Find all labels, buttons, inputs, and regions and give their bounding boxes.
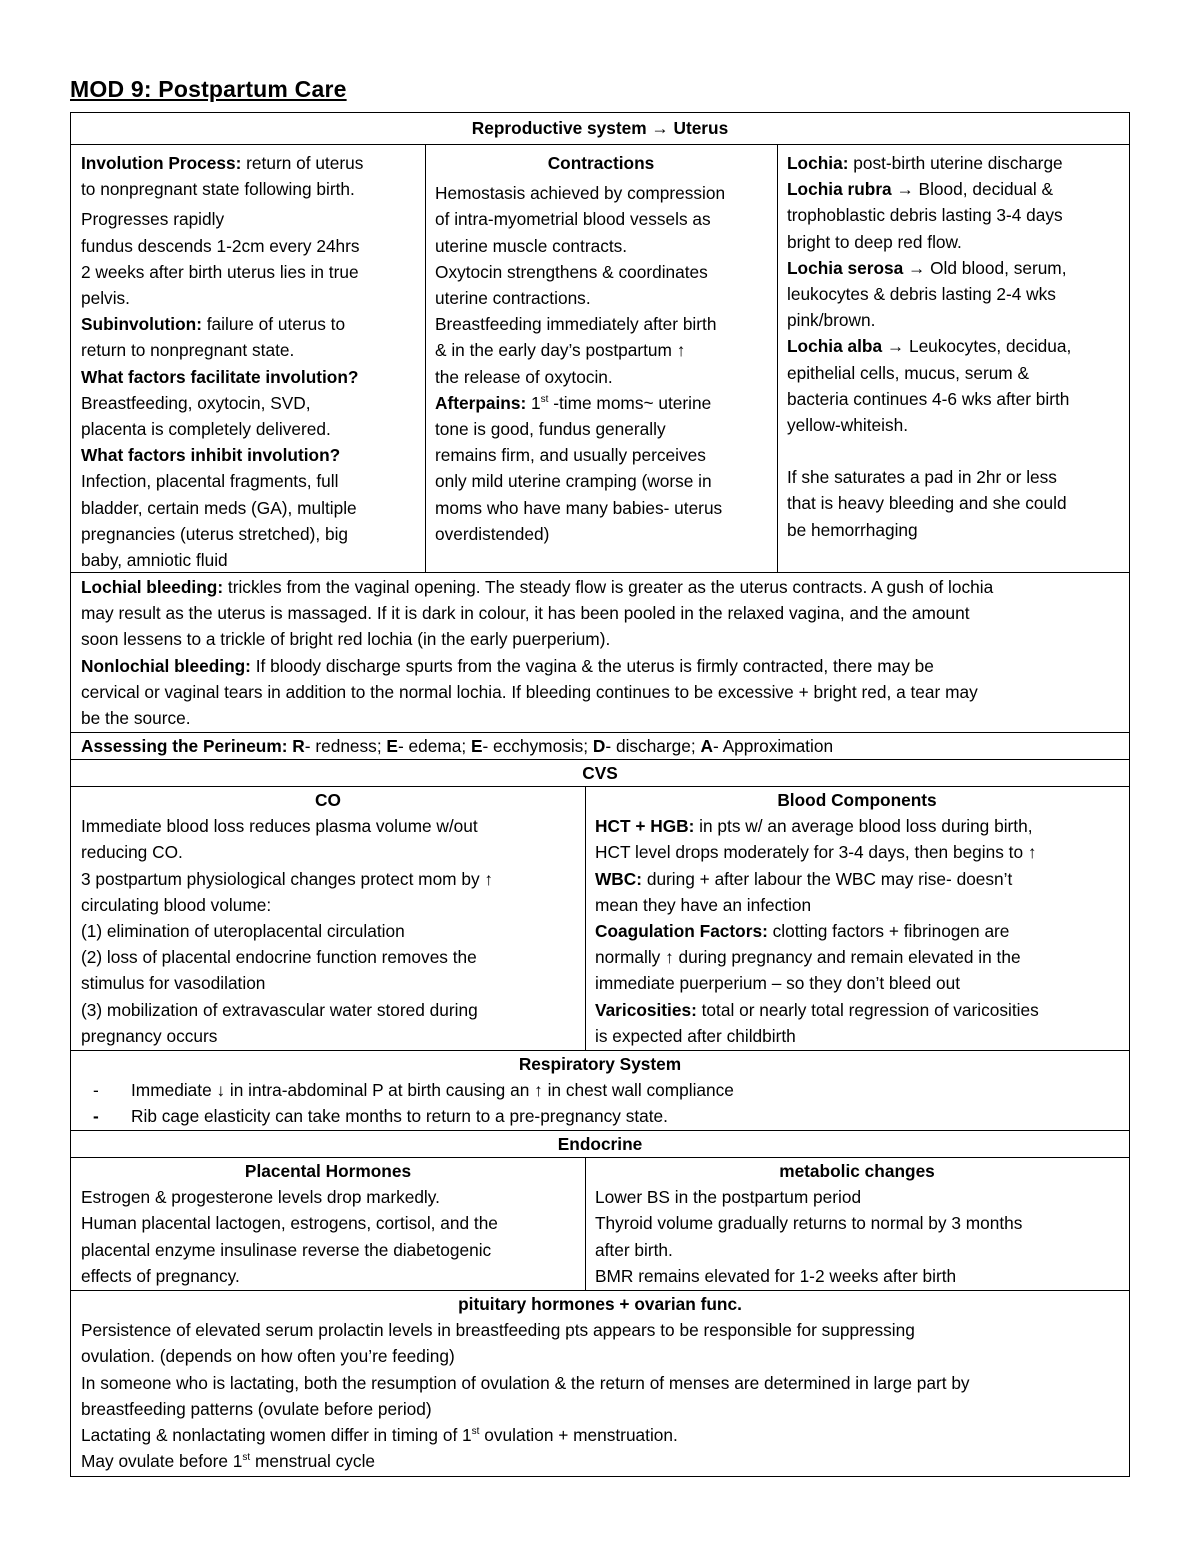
contractions-line: uterine contractions. <box>435 288 591 309</box>
afterpains-text: -time moms~ uterine <box>548 392 712 413</box>
contractions-line: overdistended) <box>435 523 550 544</box>
cvs-header: CVS <box>582 763 618 783</box>
lochia-serosa-label: Lochia serosa → <box>787 257 926 278</box>
placental-hormones-cell <box>71 1158 585 1290</box>
contractions-line: tone is good, fundus generally <box>435 419 666 440</box>
respiratory-item-text: Immediate ↓ in intra-abdominal P at birth causing an ↑ in chest wall compliance <box>131 1080 734 1101</box>
subinvolution-text: failure of uterus to <box>201 314 346 335</box>
contractions-line: Breastfeeding immediately after birth <box>435 314 717 335</box>
bullet: - <box>93 1106 99 1127</box>
lochia-line: If she saturates a pad in 2hr or less <box>787 467 1057 488</box>
bleeding-line: soon lessens to a trickle of bright red lochia (in the early puerperium). <box>81 629 611 650</box>
lochia-line: bright to deep red flow. <box>787 231 962 252</box>
lochia-line: epithelial cells, mucus, serum & <box>787 362 1030 383</box>
co-line: (2) loss of placental endocrine function removes the <box>81 947 477 968</box>
coagulation-label: Coagulation Factors: <box>595 921 768 942</box>
perineum-r-text: - redness; <box>304 736 387 756</box>
blood-components-cell <box>585 787 1129 1050</box>
contractions-cell <box>425 145 777 572</box>
pituitary-header: pituitary hormones + ovarian func. <box>458 1294 742 1314</box>
pituitary-l5-pre: Lactating & nonlactating women differ in timing of 1 <box>81 1425 472 1446</box>
co-header: CO <box>315 790 341 810</box>
blood-line: mean they have an infection <box>595 894 812 915</box>
perineum-e2-text: - ecchymosis; <box>482 736 593 756</box>
lochia-line: pink/brown. <box>787 310 876 331</box>
metabolic-line: BMR remains elevated for 1-2 weeks after birth <box>595 1265 957 1286</box>
nonlochial-bleeding-label: Nonlochial bleeding: <box>81 655 251 676</box>
involution-line: baby, amniotic fluid <box>81 550 228 571</box>
lochia-line: that is heavy bleeding and she could <box>787 493 1067 514</box>
lochia-serosa-text: Old blood, serum, <box>925 257 1067 278</box>
varicosities-label: Varicosities: <box>595 999 697 1020</box>
lochia-cell <box>777 145 1129 572</box>
co-line: stimulus for vasodilation <box>81 973 266 994</box>
perineum-d-text: - discharge; <box>605 736 701 756</box>
lochia-line: yellow-whiteish. <box>787 415 909 436</box>
contractions-header: Contractions <box>547 153 655 173</box>
co-cell <box>71 787 585 1050</box>
co-line: pregnancy occurs <box>81 1025 218 1046</box>
perineum-row <box>70 732 1130 759</box>
placental-line: Human placental lactogen, estrogens, cortisol, and the <box>81 1213 498 1234</box>
afterpains-num: 1 <box>526 392 541 413</box>
contractions-line: uterine muscle contracts. <box>435 235 628 256</box>
contractions-line: remains firm, and usually perceives <box>435 445 706 466</box>
blood-components-header: Blood Components <box>777 790 937 810</box>
placental-line: effects of pregnancy. <box>81 1265 240 1286</box>
lochial-bleeding-label: Lochial bleeding: <box>81 577 224 597</box>
perineum-e1: E <box>386 736 398 756</box>
perineum-e2: E <box>470 736 483 756</box>
bleeding-line: be the source. <box>81 708 191 729</box>
involution-line: return to nonpregnant state. <box>81 340 295 361</box>
facilitate-question: What factors facilitate involution? <box>81 366 359 387</box>
pituitary-l5-sup: st <box>471 1426 480 1438</box>
blood-line: HCT level drops moderately for 3-4 days, then begins to ↑ <box>595 842 1037 863</box>
co-line: (3) mobilization of extravascular water stored during <box>81 999 478 1020</box>
involution-label: Involution Process: <box>81 153 242 173</box>
involution-line: to nonpregnant state following birth. <box>81 179 355 200</box>
blood-line: is expected after childbirth <box>595 1025 796 1046</box>
cvs-columns-row <box>70 786 1130 1050</box>
lochia-line: leukocytes & debris lasting 2-4 wks <box>787 284 1056 305</box>
blood-line: immediate puerperium – so they don’t bleed out <box>595 973 961 994</box>
endocrine-header-row <box>70 1130 1130 1157</box>
lochia-alba-text: Leukocytes, decidua, <box>904 336 1072 357</box>
hct-text: in pts w/ an average blood loss during birth, <box>694 816 1033 837</box>
placental-line: placental enzyme insulinase reverse the diabetogenic <box>81 1239 492 1260</box>
contractions-line: the release of oxytocin. <box>435 366 613 387</box>
involution-line: Infection, placental fragments, full <box>81 471 339 492</box>
cvs-header-row <box>70 759 1130 786</box>
metabolic-line: after birth. <box>595 1239 673 1260</box>
pituitary-line: breastfeeding patterns (ovulate before period) <box>81 1398 432 1419</box>
pituitary-line: In someone who is lactating, both the resumption of ovulation & the return of menses are determined in large part by <box>81 1372 970 1393</box>
endocrine-columns-row <box>70 1157 1130 1290</box>
page-title: MOD 9: Postpartum Care <box>70 76 347 102</box>
metabolic-changes-cell <box>585 1158 1129 1290</box>
involution-cell <box>71 145 425 572</box>
co-line: circulating blood volume: <box>81 894 272 915</box>
blood-line: normally ↑ during pregnancy and remain elevated in the <box>595 947 1021 968</box>
bleeding-line: cervical or vaginal tears in addition to the normal lochia. If bleeding continues to be excessive + bright red, a tear may <box>81 681 978 702</box>
lochial-bleeding-text: trickles from the vaginal opening. The steady flow is greater as the uterus contracts. A gush of lochia <box>223 577 994 597</box>
involution-line: Progresses rapidly <box>81 209 225 230</box>
pituitary-l6-sup: st <box>242 1452 251 1464</box>
involution-line: Breastfeeding, oxytocin, SVD, <box>81 392 311 413</box>
subinvolution-label: Subinvolution: <box>81 314 202 335</box>
placental-line: Estrogen & progesterone levels drop markedly. <box>81 1187 440 1208</box>
lochia-alba-label: Lochia alba → <box>787 336 905 357</box>
pituitary-row <box>70 1290 1130 1476</box>
afterpains-sup: st <box>540 394 549 406</box>
involution-line: placenta is completely delivered. <box>81 419 331 440</box>
lochia-line: trophoblastic debris lasting 3-4 days <box>787 205 1063 226</box>
afterpains-label: Afterpains: <box>435 392 527 413</box>
respiratory-item <box>71 1103 1129 1129</box>
inhibit-question: What factors inhibit involution? <box>81 445 341 466</box>
lochia-line: be hemorrhaging <box>787 519 918 540</box>
contractions-line: moms who have many babies- uterus <box>435 497 723 518</box>
pituitary-l6-text: menstrual cycle <box>250 1451 376 1472</box>
involution-line: bladder, certain meds (GA), multiple <box>81 497 357 518</box>
contractions-line: Oxytocin strengthens & coordinates <box>435 261 708 282</box>
lochia-rubra-text: Blood, decidual & <box>913 179 1054 200</box>
lochia-line: bacteria continues 4-6 wks after birth <box>787 388 1070 409</box>
contractions-line: of intra-myometrial blood vessels as <box>435 209 711 230</box>
involution-line: fundus descends 1-2cm every 24hrs <box>81 235 360 256</box>
contractions-line: & in the early day’s postpartum ↑ <box>435 340 686 361</box>
placental-hormones-header: Placental Hormones <box>244 1161 412 1181</box>
metabolic-line: Thyroid volume gradually returns to normal by 3 months <box>595 1213 1023 1234</box>
involution-line: pelvis. <box>81 288 130 309</box>
co-line: Immediate blood loss reduces plasma volume w/out <box>81 816 478 837</box>
hct-label: HCT + HGB: <box>595 816 695 837</box>
reproductive-header-row <box>70 112 1130 144</box>
table-bottom-border <box>70 1476 1130 1477</box>
wbc-text: during + after labour the WBC may rise- doesn’t <box>642 868 1013 889</box>
co-line: (1) elimination of uteroplacental circulation <box>81 921 405 942</box>
involution-line: 2 weeks after birth uterus lies in true <box>81 261 359 282</box>
coagulation-text: clotting factors + fibrinogen are <box>767 921 1010 942</box>
contractions-line: only mild uterine cramping (worse in <box>435 471 712 492</box>
involution-line: pregnancies (uterus stretched), big <box>81 523 349 544</box>
bullet: - <box>93 1080 99 1101</box>
endocrine-header: Endocrine <box>557 1134 643 1154</box>
respiratory-header: Respiratory System <box>518 1054 682 1074</box>
pituitary-line: ovulation. (depends on how often you’re feeding) <box>81 1346 455 1367</box>
co-line: reducing CO. <box>81 842 183 863</box>
respiratory-item <box>71 1077 1129 1103</box>
respiratory-item-text: Rib cage elasticity can take months to return to a pre-pregnancy state. <box>131 1106 668 1127</box>
perineum-d: D <box>592 736 606 756</box>
contractions-line: Hemostasis achieved by compression <box>435 183 726 204</box>
lochia-label: Lochia: <box>787 153 849 173</box>
metabolic-changes-header: metabolic changes <box>779 1161 935 1181</box>
varicosities-text: total or nearly total regression of varicosities <box>696 999 1039 1020</box>
involution-text: return of uterus <box>241 153 364 173</box>
lochia-rubra-label: Lochia rubra → <box>787 179 914 200</box>
bleeding-row <box>70 572 1130 732</box>
metabolic-line: Lower BS in the postpartum period <box>595 1187 862 1208</box>
pituitary-l5-text: ovulation + menstruation. <box>479 1425 678 1446</box>
respiratory-row <box>70 1050 1130 1130</box>
reproductive-columns-row <box>70 144 1130 572</box>
perineum-a: A <box>700 736 713 756</box>
perineum-e1-text: - edema; <box>397 736 471 756</box>
perineum-label: Assessing the Perineum: <box>81 736 288 756</box>
perineum-a-text: - Approximation <box>712 736 834 756</box>
pituitary-line: Persistence of elevated serum prolactin levels in breastfeeding pts appears to be responsible for suppressing <box>81 1320 915 1341</box>
reproductive-header: Reproductive system → Uterus <box>471 118 729 138</box>
bleeding-line: may result as the uterus is massaged. If it is dark in colour, it has been pooled in the relaxed vagina, and the amount <box>81 603 970 624</box>
perineum-r: R <box>292 736 305 756</box>
lochia-text: post-birth uterine discharge <box>848 153 1063 173</box>
nonlochial-bleeding-text: If bloody discharge spurts from the vagina & the uterus is firmly contracted, there may be <box>250 655 934 676</box>
wbc-label: WBC: <box>595 868 643 889</box>
pituitary-l6-pre: May ovulate before 1 <box>81 1451 243 1472</box>
co-line: 3 postpartum physiological changes protect mom by ↑ <box>81 868 494 889</box>
